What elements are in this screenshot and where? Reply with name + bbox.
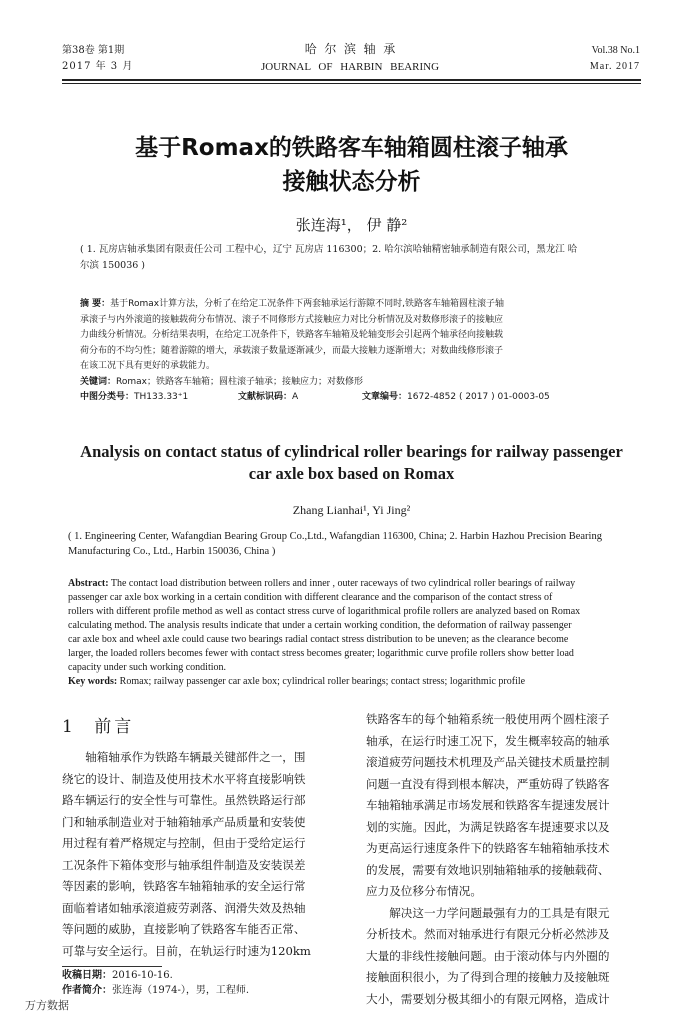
right-line: 解决这一力学问题最强有力的工具是有限元 <box>389 905 610 920</box>
abstract-en-line: calculating method. The analysis results indicate that under a certain working condition, the deformation of railway passenger <box>68 620 572 631</box>
article-value: 1672-4852 ( 2017 ) 01-0003-05 <box>407 392 550 402</box>
left-column <box>62 747 352 962</box>
doc-value: A <box>292 392 299 402</box>
title-en-line2: car axle box based on Romax <box>248 464 455 483</box>
abstract-cn-label: 摘 要： <box>80 299 111 309</box>
right-line: 大量的非线性接触问题。由于滚动体与内外圈的 <box>366 948 610 963</box>
affiliation-en-line1: ( 1. Engineering Center, Wafangdian Bearing Group Co.,Ltd., Wafangdian 116300, China; 2. Harbin Hazhou Precision Bearing <box>68 531 602 542</box>
affiliation-cn-line1: ( 1. 瓦房店轴承集团有限责任公司 工程中心，辽宁 瓦房店 116300；2. 哈尔滨哈轴精密轴承制造有限公司，黑龙江 哈 <box>80 244 578 255</box>
right-line: 铁路客车的每个轴箱系统一般使用两个圆柱滚子 <box>366 712 610 726</box>
abstract-en-line: passenger car axle box working in a certain condition with different clearance and the comparison of the contact stress of <box>68 592 553 603</box>
footnote-rule <box>62 966 162 967</box>
clc-label: 中图分类号： <box>80 392 135 402</box>
left-line: 轴箱轴承作为铁路车辆最关键部件之一，围 <box>85 750 306 764</box>
keywords-cn: 关键词：Romax；铁路客车轴箱；圆柱滚子轴承；接触应力；对数修形 <box>80 376 363 387</box>
abstract-cn-line: 在该工况下具有更好的承载能力。 <box>80 361 216 371</box>
section-number: 1 <box>62 717 73 737</box>
abstract-cn-line: 力曲线分析情况。分析结果表明，在给定工况条件下，铁路客车轴箱及轮轴变形会引起两个轴承径向接触载 <box>80 330 504 340</box>
right-line: 轴承，在运行时速工况下，发生概率较高的轴承 <box>366 733 610 748</box>
header-rule-thin <box>62 83 641 84</box>
abstract-cn-line: 摘 要：基于Romax计算方法，分析了在给定工况条件下两套轴承运行游隙不同时,铁路客车轴箱圆柱滚子轴 <box>80 299 504 309</box>
right-line: 滚道疲劳问题技术机理及产品关键技术质量控制 <box>366 755 610 769</box>
abstract-en-line: rollers with different profile method as well as contact stress curve of logarithmical profile rollers are analyzed based on Romax <box>68 606 581 617</box>
right-column <box>366 709 642 1010</box>
right-line: 分析技术。然而对轴承进行有限元分析必然涉及 <box>366 927 610 941</box>
title-cn-line1: 基于Romax的铁路客车轴箱圆柱滚子轴承 <box>135 135 568 161</box>
right-line: 问题一直没有得到根本解决，严重妨碍了铁路客 <box>366 776 610 791</box>
affiliation-en-line2: Manufacturing Co., Ltd., Harbin 150036, China ) <box>68 546 276 557</box>
article-label: 文章编号： <box>362 392 408 402</box>
header-volume-en: Vol.38 No.1 <box>591 45 640 56</box>
header-date-en: Mar. 2017 <box>589 61 640 72</box>
footnote-received: 收稿日期：2016-10-16. <box>62 970 173 981</box>
title-en-line1: Analysis on contact status of cylindrical roller bearings for railway passenger <box>80 442 623 461</box>
abstract-en-line: larger, the loaded rollers becomes fewer with contact stress becomes greater; logarithmic curve profile rollers show better load <box>68 648 574 659</box>
abstract-en-line: capacity under such working condition. <box>68 662 227 673</box>
right-line: 为更高运行速度条件下的铁路客车轴箱轴承技术 <box>366 841 610 855</box>
affiliation-cn-line2: 尔滨 150036 ) <box>80 260 146 271</box>
keywords-en: Key words: Romax; railway passenger car axle box; cylindrical roller bearings; contact stress; logarithmic profile <box>68 676 526 687</box>
header-volume-cn: 第38卷 第1期 <box>62 45 125 56</box>
clc-value: TH133.33⁺1 <box>134 392 189 402</box>
section-title: 前言 <box>94 717 135 737</box>
abstract-en-line: car axle box and wheel axle could cause two bearings radial contact stress distribution to be uneven; as the clearance become <box>68 634 569 645</box>
abstract-en-label: Abstract: <box>68 578 109 589</box>
watermark: 万方数据 <box>25 999 69 1012</box>
abstract-cn <box>80 297 636 406</box>
footnote-author: 作者简介：张连海（1974-），男，工程师. <box>62 985 250 996</box>
header-date-cn: 2017 年 3 月 <box>62 61 134 72</box>
left-line: 工况条件下箱体变形与轴承组件制造及安装误差 <box>62 857 306 872</box>
right-line: 划的实施。因此，为满足铁路客车提速要求以及 <box>366 819 610 834</box>
title-cn-line2: 接触状态分析 <box>282 169 421 195</box>
doc-label: 文献标识码： <box>238 392 293 402</box>
right-line: 接触面积很小，为了得到合理的接触力及接触斑 <box>366 970 610 984</box>
left-line: 等因素的影响，铁路客车轴箱轴承的安全运行常 <box>62 879 306 893</box>
right-line: 应力及位移分布情况。 <box>366 884 482 898</box>
left-line: 门和轴承制造业对于轴箱轴承产品质量和安装使 <box>62 814 306 829</box>
classification-row <box>80 390 636 406</box>
abstract-en <box>68 577 634 689</box>
left-line: 等问题的威胁，直接影响了铁路客车能否正常、 <box>62 922 306 936</box>
abstract-cn-line: 荷分布的不均匀性；随着游隙的增大，承载滚子数量逐渐减少，而最大接触力逐渐增大；对数曲线修形滚子 <box>80 345 504 356</box>
section-heading <box>62 712 134 737</box>
left-line: 面临着诸如轴承滚道疲劳剥落、润滑失效及热轴 <box>62 900 306 915</box>
right-line: 大小，需要划分极其细小的有限元网格，造成计 <box>366 991 610 1006</box>
right-line: 的发展，需要有效地识别轴箱轴承的接触载荷、 <box>366 862 610 877</box>
left-line: 路车辆运行的安全性与可靠性。虽然铁路运行部 <box>62 793 306 807</box>
authors-cn: 张连海¹， 伊 静² <box>295 216 408 234</box>
authors-en: Zhang Lianhai¹, Yi Jing² <box>292 503 411 517</box>
left-line: 绕它的设计、制造及使用技术水平将直接影响铁 <box>62 771 306 786</box>
abstract-en-line: Abstract: The contact load distribution between rollers and inner , outer raceways of two cylindrical roller bearings of railway <box>68 578 576 589</box>
header-rule <box>62 79 641 81</box>
left-line: 可靠与安全运行。目前，在轨运行时速为120km <box>62 943 311 958</box>
header-journal-cn: 哈 尔 滨 轴 承 <box>304 42 396 56</box>
right-line: 车轴箱轴承满足市场发展和铁路客车提速发展计 <box>366 798 610 812</box>
footnote <box>62 968 249 998</box>
left-line: 用过程有着严格规定与控制，但由于受给定运行 <box>62 836 306 850</box>
abstract-cn-line: 承滚子与内外滚道的接触载荷分布情况、滚子不同修形方式接触应力对比分析情况及对数修形滚子的接触应 <box>80 314 504 325</box>
header-journal-en: JOURNAL OF HARBIN BEARING <box>260 61 440 73</box>
